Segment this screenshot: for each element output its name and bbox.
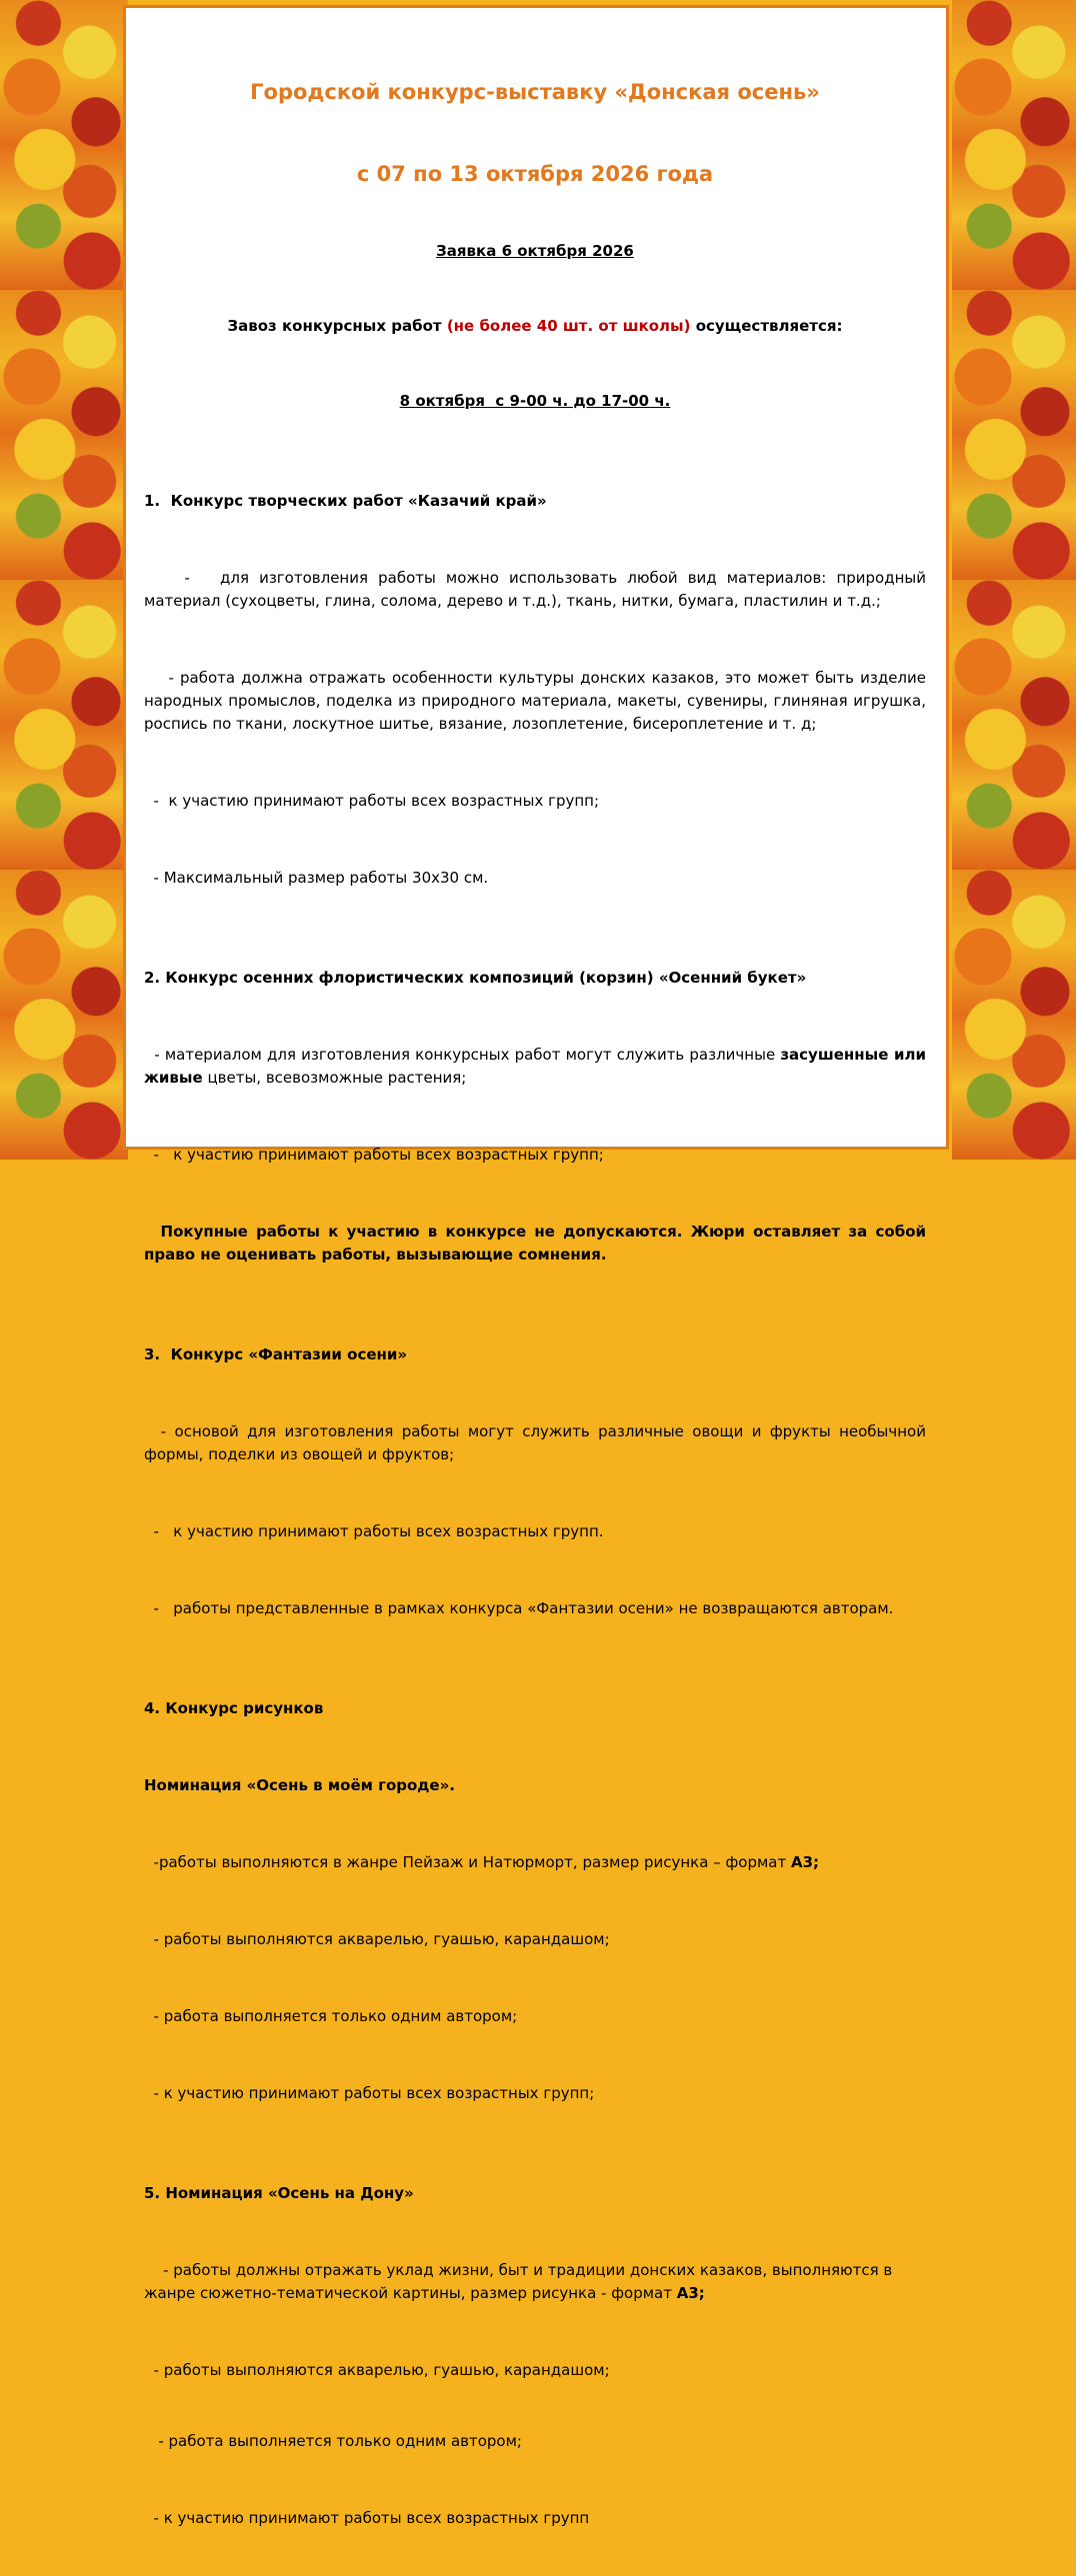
section-2-heading: 2. Конкурс осенних флористических композиций (корзин) «Осенний букет» [144, 969, 807, 987]
section-5-heading: 5. Номинация «Осень на Дону» [144, 2184, 414, 2202]
section-1-item-2: - работа должна отражать особенности культуры донских казаков, это может быть изделие народных промыслов, поделка из природного материала, макеты, сувениры, глиняная игрушка, роспись по ткани, лоскутное шитье, вязание, лозоплетение, бисероплетение и т. д; [144, 669, 931, 733]
section-2-item-1-bold: засушенные или живые [144, 1046, 932, 1087]
section-2-note: Покупные работы к участию в конкурсе не допускаются. Жюри оставляет за собой право не оценивать работы, вызывающие сомнения. [144, 1223, 932, 1264]
section-4-item-1-bold: А3; [791, 1853, 820, 1871]
section-5-item-1-a: - работы должны отражать уклад жизни, быт и традиции донских казаков, выполняются в жанре сюжетно-тематической картины, размер рисунка - формат [144, 2261, 898, 2302]
section-4-nomination: Номинация «Осень в моём городе». [144, 1776, 455, 1794]
section-1-item-4: - Максимальный размер работы 30х30 см. [144, 869, 489, 887]
section-4-item-3: - работа выполняется только одним автором; [144, 2007, 518, 2025]
section-4-heading: 4. Конкурс рисунков [144, 1699, 324, 1717]
section-4-item-4: - к участию принимают работы всех возрастных групп; [144, 2084, 595, 2102]
section-4-item-1-a: -работы выполняются в жанре Пейзаж и Натюрморт, размер рисунка – формат [144, 1853, 791, 1871]
document-panel [123, 5, 949, 2527]
section-3-item-2: - к участию принимают работы всех возрастных групп. [144, 1522, 604, 1540]
autumn-leaves-border-right [952, 0, 1076, 1160]
autumn-leaves-border-left [0, 0, 128, 1160]
application-date: Заявка 6 октября 2026 [436, 242, 634, 260]
section-2-item-1-c: цветы, всевозможные растения; [202, 1069, 467, 1087]
delivery-time: 8 октября с 9-00 ч. до 17-00 ч. [399, 392, 671, 410]
section-1-item-3: - к участию принимают работы всех возрастных групп; [144, 792, 600, 810]
section-5-item-3: - работа выполняется только одним автором; [144, 2432, 522, 2450]
section-5-item-1-bold: А3; [676, 2284, 705, 2302]
title-line-2: с 07 по 13 октября 2026 года [356, 162, 714, 186]
section-4-item-2: - работы выполняются акварелью, гуашью, карандашом; [144, 1930, 610, 1948]
document-content [144, 28, 932, 2576]
section-2-item-2: - к участию принимают работы всех возрастных групп; [144, 1146, 604, 1164]
section-2-item-1-a: - материалом для изготовления конкурсных работ могут служить различные [144, 1046, 781, 1064]
section-4-item-1 [144, 1851, 926, 1874]
delivery-limit: (не более 40 шт. от школы) [446, 317, 691, 335]
title-line-1: Городской конкурс-выставку «Донская осень» [250, 80, 820, 104]
section-5-item-1 [144, 2259, 926, 2305]
delivery-info [144, 315, 926, 338]
delivery-prefix: Завоз конкурсных работ [227, 317, 447, 335]
delivery-suffix: осуществляется: [690, 317, 843, 335]
section-1-item-1: - для изготовления работы можно использовать любой вид материалов: природный материал (сухоцветы, глина, солома, дерево и т.д.), ткань, нитки, бумага, пластилин и т.д.; [144, 569, 931, 610]
section-1-heading: 1. Конкурс творческих работ «Казачий край» [144, 492, 547, 510]
section-2-item-1 [144, 1044, 932, 1090]
section-5-item-2: - работы выполняются акварелью, гуашью, карандашом; [144, 2361, 610, 2379]
section-3-item-3: - работы представленные в рамках конкурса «Фантазии осени» не возвращаются авторам. [144, 1599, 894, 1617]
section-5-item-4: - к участию принимают работы всех возрастных групп [144, 2509, 590, 2527]
section-3-item-1: - основой для изготовления работы могут служить различные овощи и фрукты необычной формы, поделки из овощей и фруктов; [144, 1422, 931, 1463]
section-3-heading: 3. Конкурс «Фантазии осени» [144, 1345, 408, 1363]
